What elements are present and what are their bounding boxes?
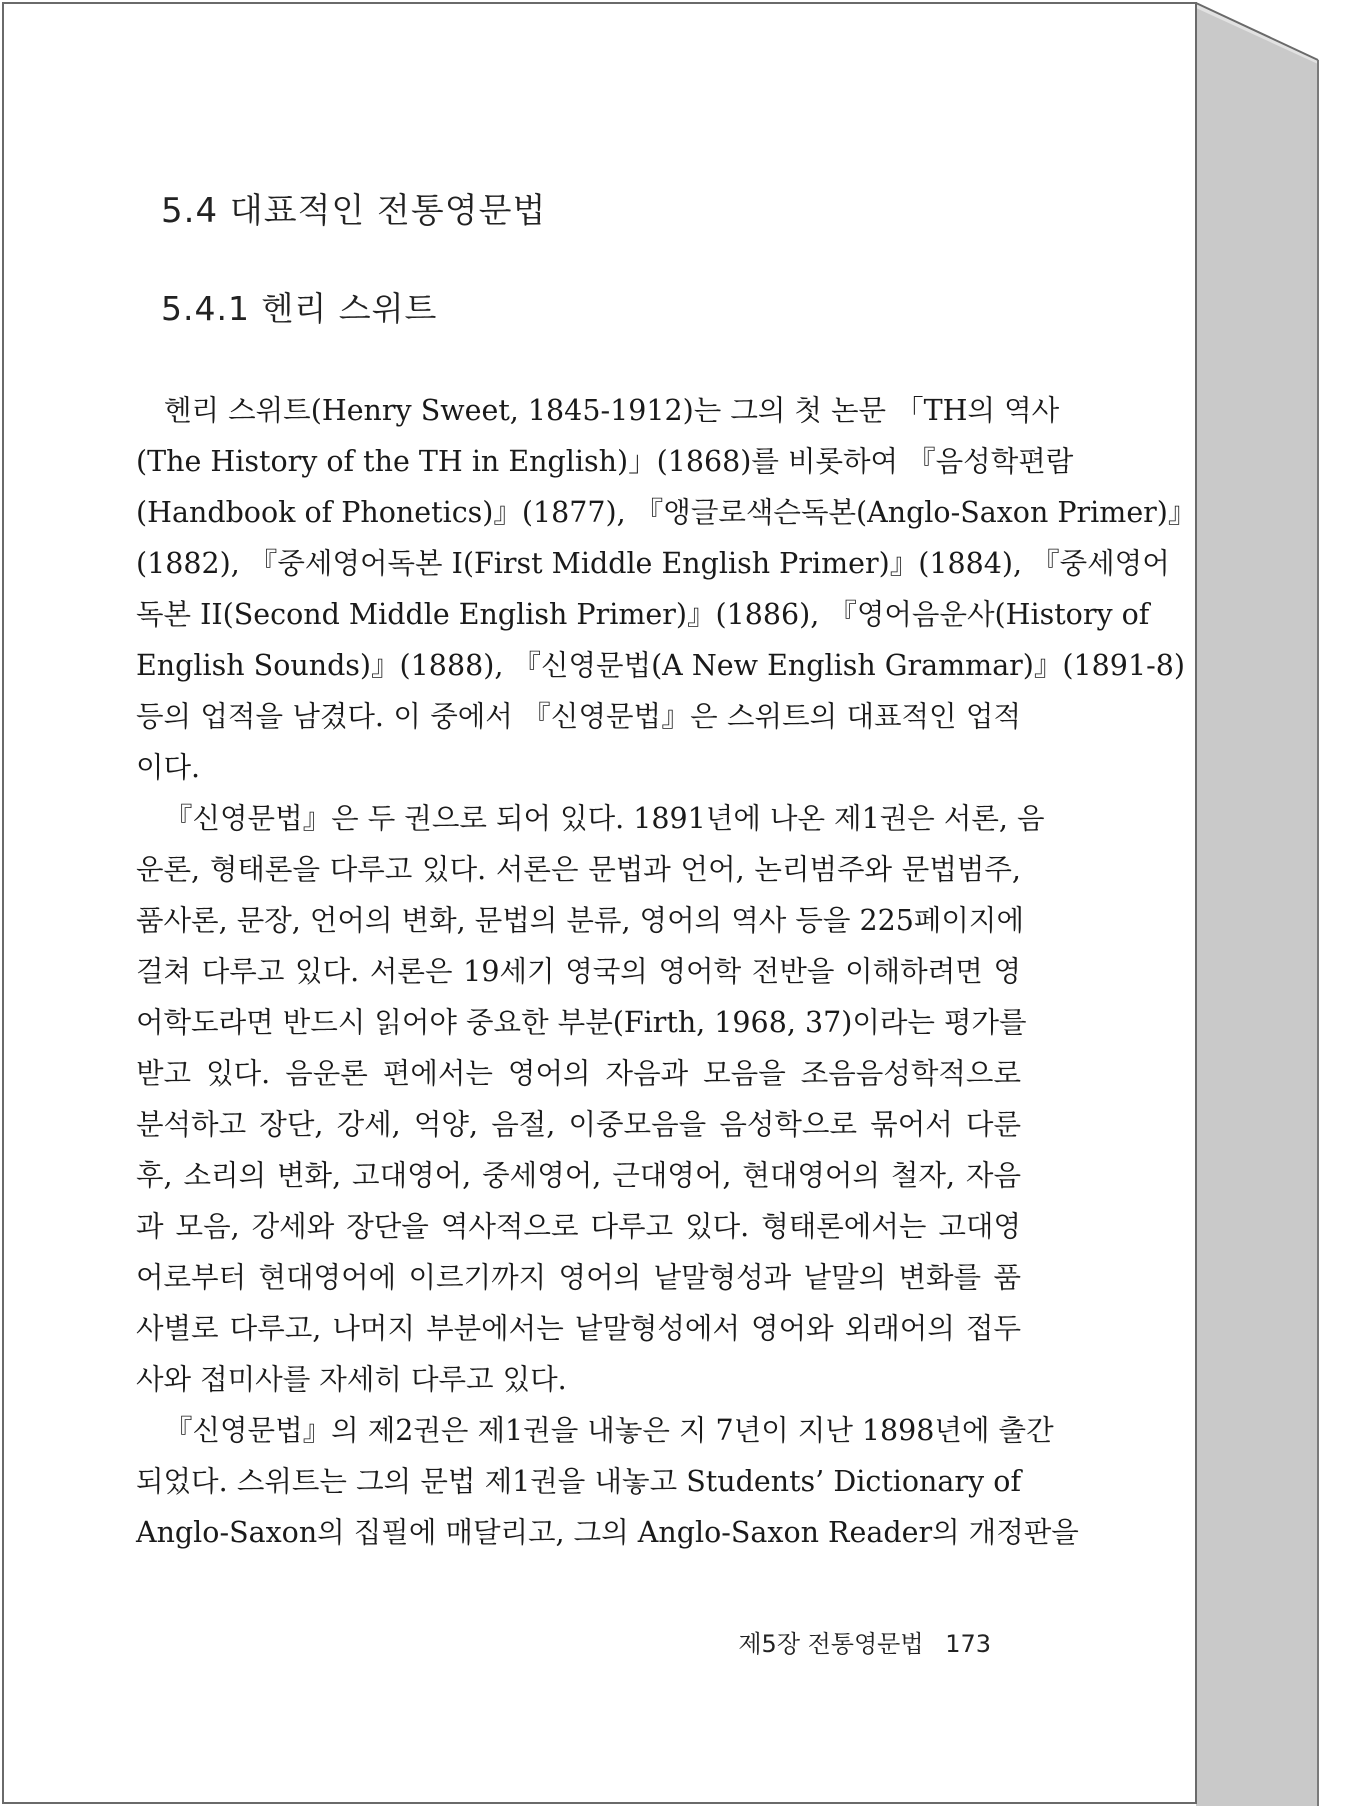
text-line: 분석하고 장단, 강세, 억양, 음절, 이중모음을 음성학으로 묶어서 다룬 bbox=[136, 1108, 1021, 1141]
text-line: 품사론, 문장, 언어의 변화, 문법의 분류, 영어의 역사 등을 225페이지에 bbox=[136, 904, 1024, 937]
text-line: 헨리 스위트(Henry Sweet, 1845-1912)는 그의 첫 논문 「TH의 역사 bbox=[164, 394, 1060, 427]
text-line: 사별로 다루고, 나머지 부분에서는 낱말형성에서 영어와 외래어의 접두 bbox=[136, 1312, 1021, 1345]
body-text bbox=[136, 385, 1197, 1558]
page-footer bbox=[738, 1624, 991, 1659]
text-line: 받고 있다. 음운론 편에서는 영어의 자음과 모음을 조음음성학적으로 bbox=[136, 1057, 1021, 1090]
text-line: 이다. bbox=[136, 751, 201, 784]
text-line: 사와 접미사를 자세히 다루고 있다. bbox=[136, 1363, 567, 1396]
text-line: 『신영문법』은 두 권으로 되어 있다. 1891년에 나온 제1권은 서론, 음 bbox=[164, 802, 1045, 835]
text-line: 운론, 형태론을 다루고 있다. 서론은 문법과 언어, 논리범주와 문법범주, bbox=[136, 853, 1021, 886]
text-line: English Sounds)』(1888), 『신영문법(A New English Grammar)』(1891-8) bbox=[136, 649, 1185, 682]
text-line: 독본 II(Second Middle English Primer)』(1886), 『영어음운사(History of bbox=[136, 598, 1150, 631]
running-footer-chapter: 제5장 전통영문법 bbox=[738, 1630, 924, 1658]
text-line: 『신영문법』의 제2권은 제1권을 내놓은 지 7년이 지난 1898년에 출간 bbox=[164, 1414, 1054, 1447]
section-title: 5.4 대표적인 전통영문법 bbox=[161, 191, 547, 231]
book-page-edges bbox=[1196, 3, 1318, 1806]
text-line: 등의 업적을 남겼다. 이 중에서 『신영문법』은 스위트의 대표적인 업적 bbox=[136, 700, 1021, 733]
subsection-title: 5.4.1 헨리 스위트 bbox=[161, 289, 438, 328]
text-line: 걸쳐 다루고 있다. 서론은 19세기 영국의 영어학 전반을 이해하려면 영 bbox=[136, 955, 1021, 988]
text-line: 후, 소리의 변화, 고대영어, 중세영어, 근대영어, 현대영어의 철자, 자음 bbox=[136, 1159, 1021, 1192]
text-line: (1882), 『중세영어독본 I(First Middle English Primer)』(1884), 『중세영어 bbox=[136, 547, 1170, 580]
book-page bbox=[4, 3, 1196, 1800]
text-line: 어학도라면 반드시 읽어야 중요한 부분(Firth, 1968, 37)이라는 평가를 bbox=[136, 1006, 1027, 1039]
text-line: (The History of the TH in English)」(1868)를 비롯하여 『음성학편람 bbox=[136, 445, 1074, 478]
text-line: 과 모음, 강세와 장단을 역사적으로 다루고 있다. 형태론에서는 고대영 bbox=[136, 1210, 1021, 1243]
page-number: 173 bbox=[945, 1630, 991, 1658]
text-line: 어로부터 현대영어에 이르기까지 영어의 낱말형성과 낱말의 변화를 품 bbox=[136, 1261, 1021, 1294]
text-line: 되었다. 스위트는 그의 문법 제1권을 내놓고 Students’ Dictionary of bbox=[136, 1465, 1021, 1498]
text-line: Anglo-Saxon의 집필에 매달리고, 그의 Anglo-Saxon Reader의 개정판을 bbox=[136, 1516, 1079, 1549]
text-line: (Handbook of Phonetics)』(1877), 『앵글로색슨독본(Anglo-Saxon Primer)』 bbox=[136, 496, 1197, 529]
